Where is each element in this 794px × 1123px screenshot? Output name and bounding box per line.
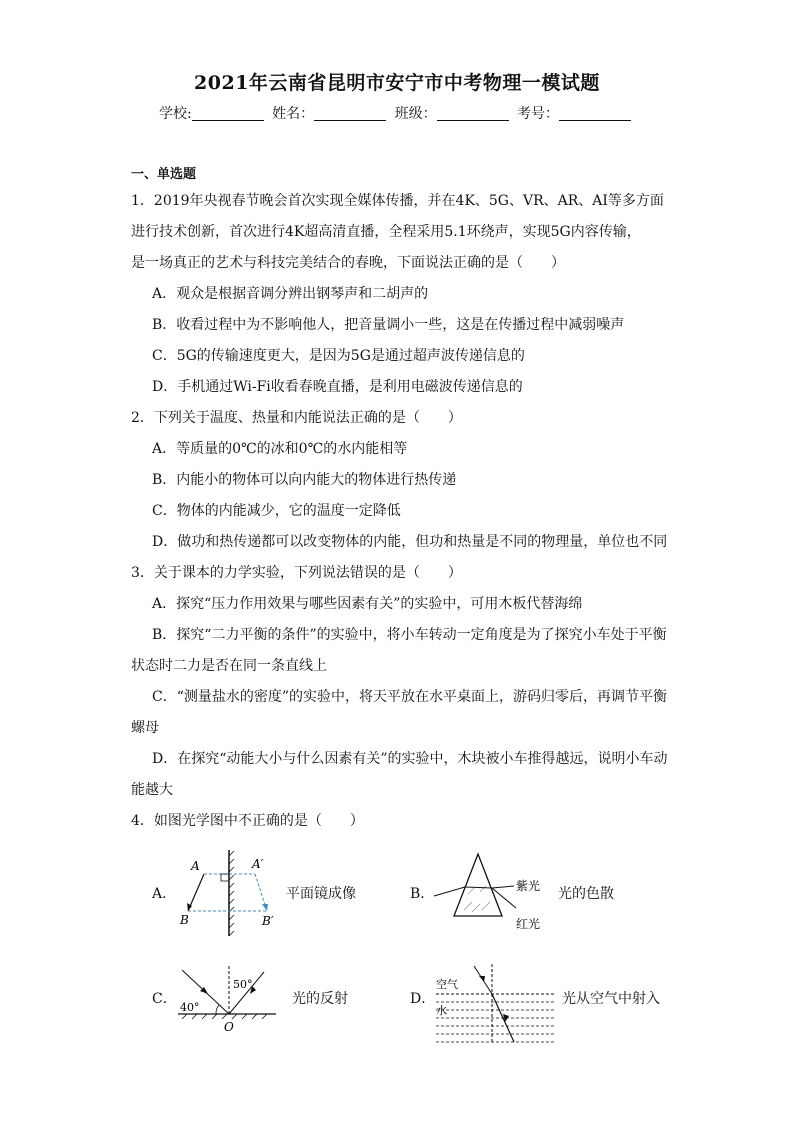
label-50-degrees: 50° xyxy=(233,978,253,991)
question-1-option-c[interactable]: C．5G的传输速度更大，是因为5G是通过超声波传递信息的 xyxy=(152,348,525,364)
label-o: O xyxy=(224,1020,234,1034)
water-hatching xyxy=(436,1002,554,1042)
school-label: 学校: xyxy=(158,106,192,122)
question-1-option-b[interactable]: B．收看过程中为不影响他人，把音量调小一些，这是在传播过程中减弱噪声 xyxy=(152,317,625,333)
name-label: 姓名： xyxy=(272,106,315,122)
prism-dispersion-diagram xyxy=(428,850,558,932)
label-b-prime: B′ xyxy=(262,914,274,928)
label-red: 红光 xyxy=(516,917,541,931)
figure-b-letter[interactable]: B． xyxy=(410,886,435,902)
figure-a-letter[interactable]: A． xyxy=(152,886,177,902)
label-a: A xyxy=(191,859,200,873)
question-3-option-c[interactable]: C．“测量盐水的密度”的实验中，将天平放在水平桌面上，游码归零后，再调节平衡 xyxy=(152,689,668,705)
question-1-option-a[interactable]: A．观众是根据音调分辨出钢琴声和二胡声的 xyxy=(152,286,429,302)
label-violet: 紫光 xyxy=(516,879,541,893)
incident-arrowhead xyxy=(479,976,485,982)
question-2-stem: 2．下列关于温度、热量和内能说法正确的是（ ） xyxy=(131,410,462,426)
image-arrowhead xyxy=(262,904,268,911)
figure-d-letter[interactable]: D． xyxy=(410,991,436,1007)
question-3-option-d[interactable]: D．在探究“动能大小与什么因素有关”的实验中，木块被小车推得越远，说明小车动 xyxy=(152,751,668,767)
question-2-option-b[interactable]: B．内能小的物体可以向内能大的物体进行热传递 xyxy=(152,472,457,488)
question-3-option-b[interactable]: B．探究“二力平衡的条件”的实验中，将小车转动一定角度是为了探究小车处于平衡 xyxy=(152,627,667,643)
number-blank[interactable] xyxy=(559,106,631,121)
figure-d-caption: 光从空气中射入 xyxy=(562,991,660,1007)
number-label: 考号： xyxy=(517,106,560,122)
figure-c-letter[interactable]: C． xyxy=(152,991,177,1007)
question-1-stem-line: 1．2019年央视春节晚会首次实现全媒体传播，并在4K、5G、VR、AR、AI等多方面 xyxy=(131,193,664,209)
violet-ray xyxy=(492,886,514,888)
question-1-stem-line: 进行技术创新，首次进行4K超高清直播，全程采用5.1环绕声，实现5G内容传输， xyxy=(131,224,641,240)
figure-c-caption: 光的反射 xyxy=(292,991,348,1007)
right-angle-mark xyxy=(221,874,229,881)
class-label: 班级： xyxy=(394,106,437,122)
angle-arc-40 xyxy=(216,1005,219,1014)
question-2-option-a[interactable]: A．等质量的0℃的冰和0℃的水内能相等 xyxy=(152,441,408,457)
question-2-option-c[interactable]: C．物体的内能减少，它的温度一定降低 xyxy=(152,503,401,519)
question-3-option-c-continued: 螺母 xyxy=(131,720,159,736)
question-2-option-d[interactable]: D．做功和热传递都可以改变物体的内能，但功和热量是不同的物理量，单位也不同 xyxy=(152,534,668,550)
figure-b-caption: 光的色散 xyxy=(558,886,614,902)
question-4-stem: 4．如图光学图中不正确的是（ ） xyxy=(131,813,364,829)
question-3-option-b-continued: 状态时二力是否在同一条直线上 xyxy=(131,658,327,674)
school-blank[interactable] xyxy=(192,106,264,121)
question-1-stem-line: 是一场真正的艺术与科技完美结合的春晚，下面说法正确的是（ ） xyxy=(131,255,565,271)
refracted-ray xyxy=(465,887,492,888)
label-water: 水 xyxy=(436,1004,447,1017)
surface-hatching xyxy=(182,1014,267,1019)
prism-shading xyxy=(464,886,490,912)
question-3-option-a[interactable]: A．探究“压力作用效果与哪些因素有关”的实验中，可用木板代替海绵 xyxy=(152,596,583,612)
class-blank[interactable] xyxy=(437,106,509,121)
label-40-degrees: 40° xyxy=(180,1001,200,1014)
name-blank[interactable] xyxy=(314,106,386,121)
figure-a-caption: 平面镜成像 xyxy=(286,886,356,902)
question-3-option-d-continued: 能越大 xyxy=(131,782,173,798)
question-1-option-d[interactable]: D．手机通过Wi-Fi收看春晚直播，是利用电磁波传递信息的 xyxy=(152,379,523,395)
refracted-ray xyxy=(492,994,514,1042)
exam-title: 2021年云南省昆明市安宁市中考物理一模试题 xyxy=(194,72,600,94)
student-info-row xyxy=(0,103,794,123)
label-air: 空气 xyxy=(436,978,458,991)
incident-ray xyxy=(434,887,465,896)
label-b: B xyxy=(180,913,189,927)
refraction-diagram xyxy=(430,958,558,1048)
prism xyxy=(454,854,502,916)
label-a-prime: A′ xyxy=(252,857,264,871)
section-title: 一、单选题 xyxy=(131,167,197,182)
plane-mirror-diagram xyxy=(172,848,282,938)
reflection-diagram xyxy=(172,958,282,1036)
question-3-stem: 3．关于课本的力学实验，下列说法错误的是（ ） xyxy=(131,565,462,581)
